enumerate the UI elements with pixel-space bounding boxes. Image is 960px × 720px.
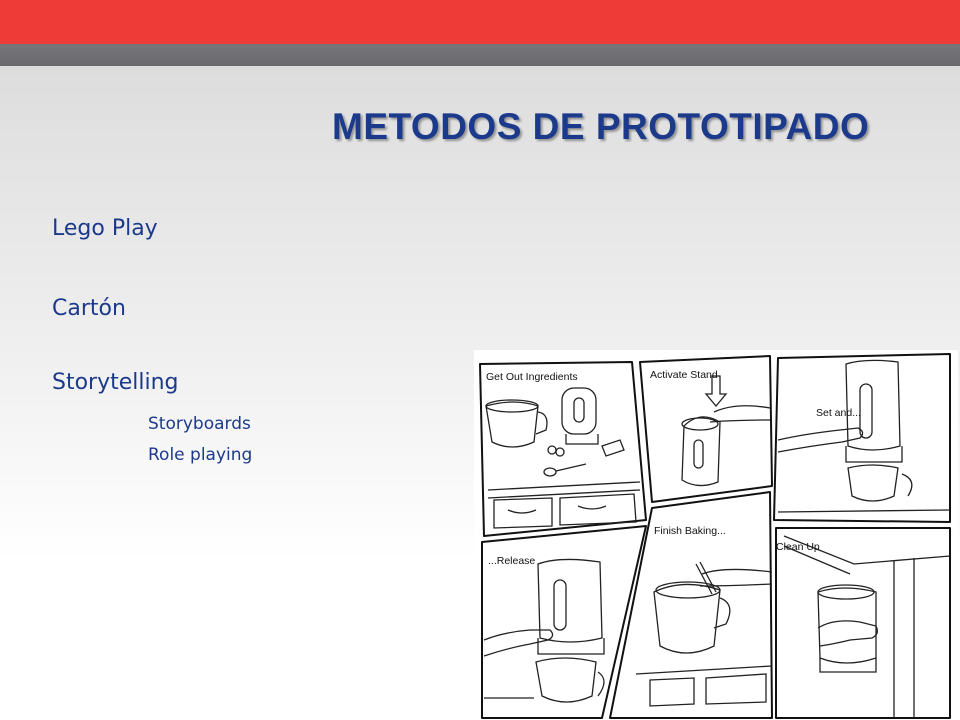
- sub-bullet-storyboards: Storyboards: [148, 414, 251, 434]
- storyboard-image: [474, 350, 958, 720]
- panel-4-illustration: [484, 559, 604, 702]
- header-gray-bar: [0, 44, 960, 66]
- panel-5-illustration: [636, 562, 772, 706]
- panel-caption-finish-baking: Finish Baking...: [654, 525, 726, 537]
- panel-2-illustration: [682, 376, 770, 486]
- panel-caption-get-out-ingredients: Get Out Ingredients: [486, 371, 578, 383]
- bullet-carton: Cartón: [52, 296, 126, 321]
- panel-1-illustration: [486, 388, 640, 528]
- sub-bullet-role-playing: Role playing: [148, 445, 253, 465]
- header-red-bar: [0, 0, 960, 44]
- panel-6-illustration: [784, 536, 950, 718]
- storyboard-drawing: [474, 350, 958, 720]
- panel-caption-set-and: Set and...: [816, 407, 861, 419]
- panel-3-frame: [774, 354, 950, 522]
- panel-caption-activate-stand: Activate Stand: [650, 369, 718, 381]
- panel-3-illustration: [778, 360, 950, 512]
- slide-title: METODOS DE PROTOTIPADO: [332, 106, 870, 147]
- bullet-lego-play: Lego Play: [52, 216, 158, 241]
- panel-caption-clean-up: Clean Up: [776, 541, 820, 553]
- panel-caption-release: ...Release: [488, 555, 536, 567]
- bullet-storytelling: Storytelling: [52, 370, 179, 395]
